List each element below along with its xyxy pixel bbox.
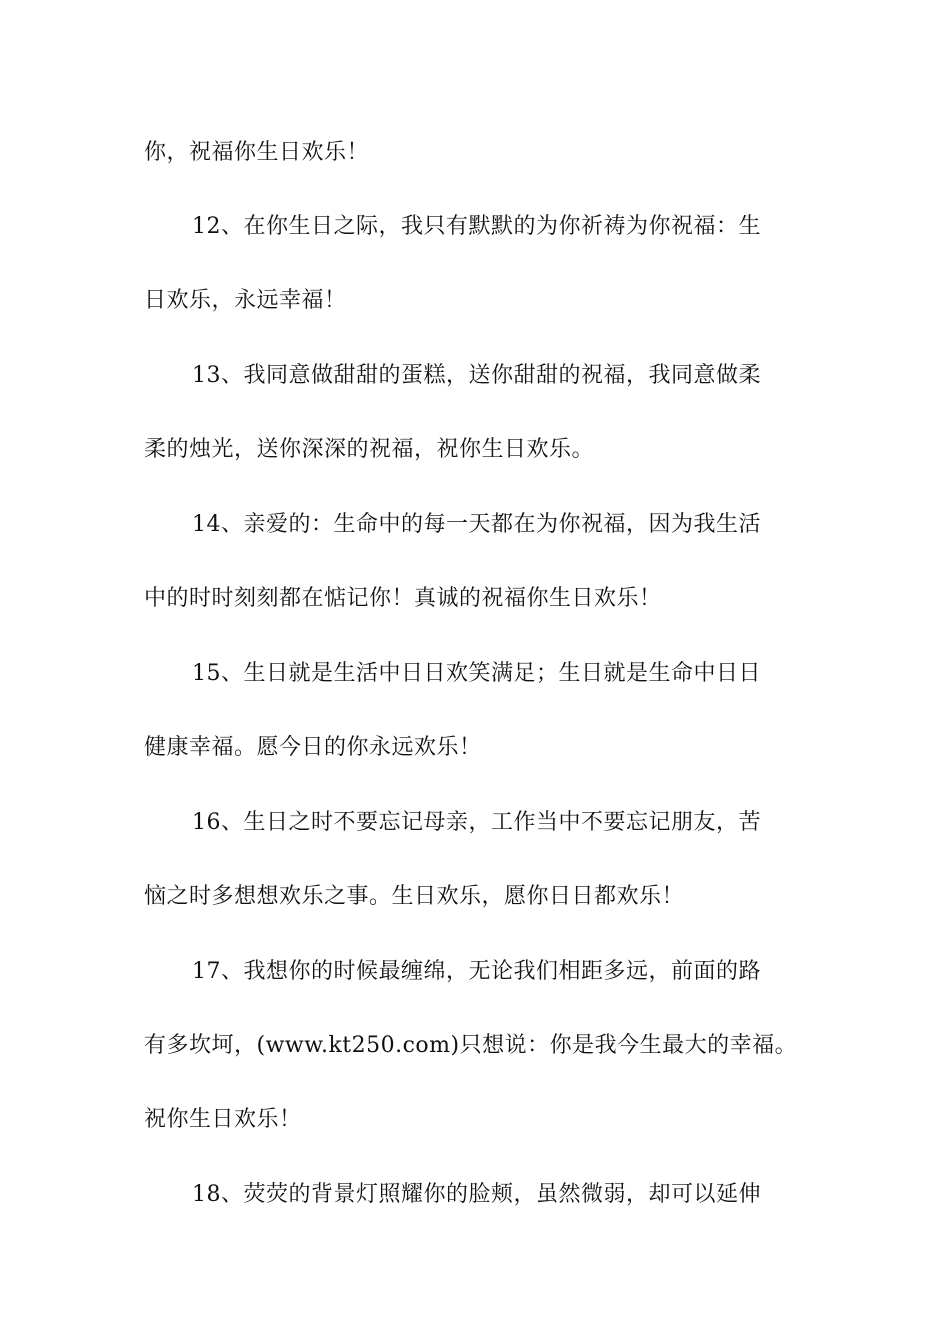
paragraph-17-line-1: 17、我想你的时候最缠绵，无论我们相距多远，前面的路: [192, 959, 761, 984]
paragraph-14-line-2: 中的时时刻刻都在惦记你！真诚的祝福你生日欢乐！: [144, 586, 662, 611]
paragraph-12-line-2: 日欢乐，永远幸福！: [144, 288, 347, 313]
paragraph-17-line-2: 有多坎坷，(www.kt250.com)只想说：你是我今生最大的幸福。: [144, 1033, 798, 1058]
paragraph-13-line-2: 柔的烛光，送你深深的祝福，祝你生日欢乐。: [144, 437, 595, 462]
paragraph-14-line-1: 14、亲爱的：生命中的每一天都在为你祝福，因为我生活: [192, 512, 761, 537]
paragraph-18-line-1: 18、荧荧的背景灯照耀你的脸颊，虽然微弱，却可以延伸: [192, 1182, 761, 1207]
paragraph-12-line-1: 12、在你生日之际，我只有默默的为你祈祷为你祝福：生: [192, 214, 761, 239]
paragraph-15-line-2: 健康幸福。愿今日的你永远欢乐！: [144, 735, 482, 760]
paragraph-17-line-3: 祝你生日欢乐！: [144, 1107, 302, 1132]
paragraph-16-line-2: 恼之时多想想欢乐之事。生日欢乐，愿你日日都欢乐！: [144, 884, 685, 909]
paragraph-15-line-1: 15、生日就是生活中日日欢笑满足；生日就是生命中日日: [192, 661, 761, 686]
text-line: 你，祝福你生日欢乐！: [144, 140, 370, 165]
paragraph-16-line-1: 16、生日之时不要忘记母亲，工作当中不要忘记朋友，苦: [192, 810, 761, 835]
paragraph-13-line-1: 13、我同意做甜甜的蛋糕，送你甜甜的祝福，我同意做柔: [192, 363, 761, 388]
